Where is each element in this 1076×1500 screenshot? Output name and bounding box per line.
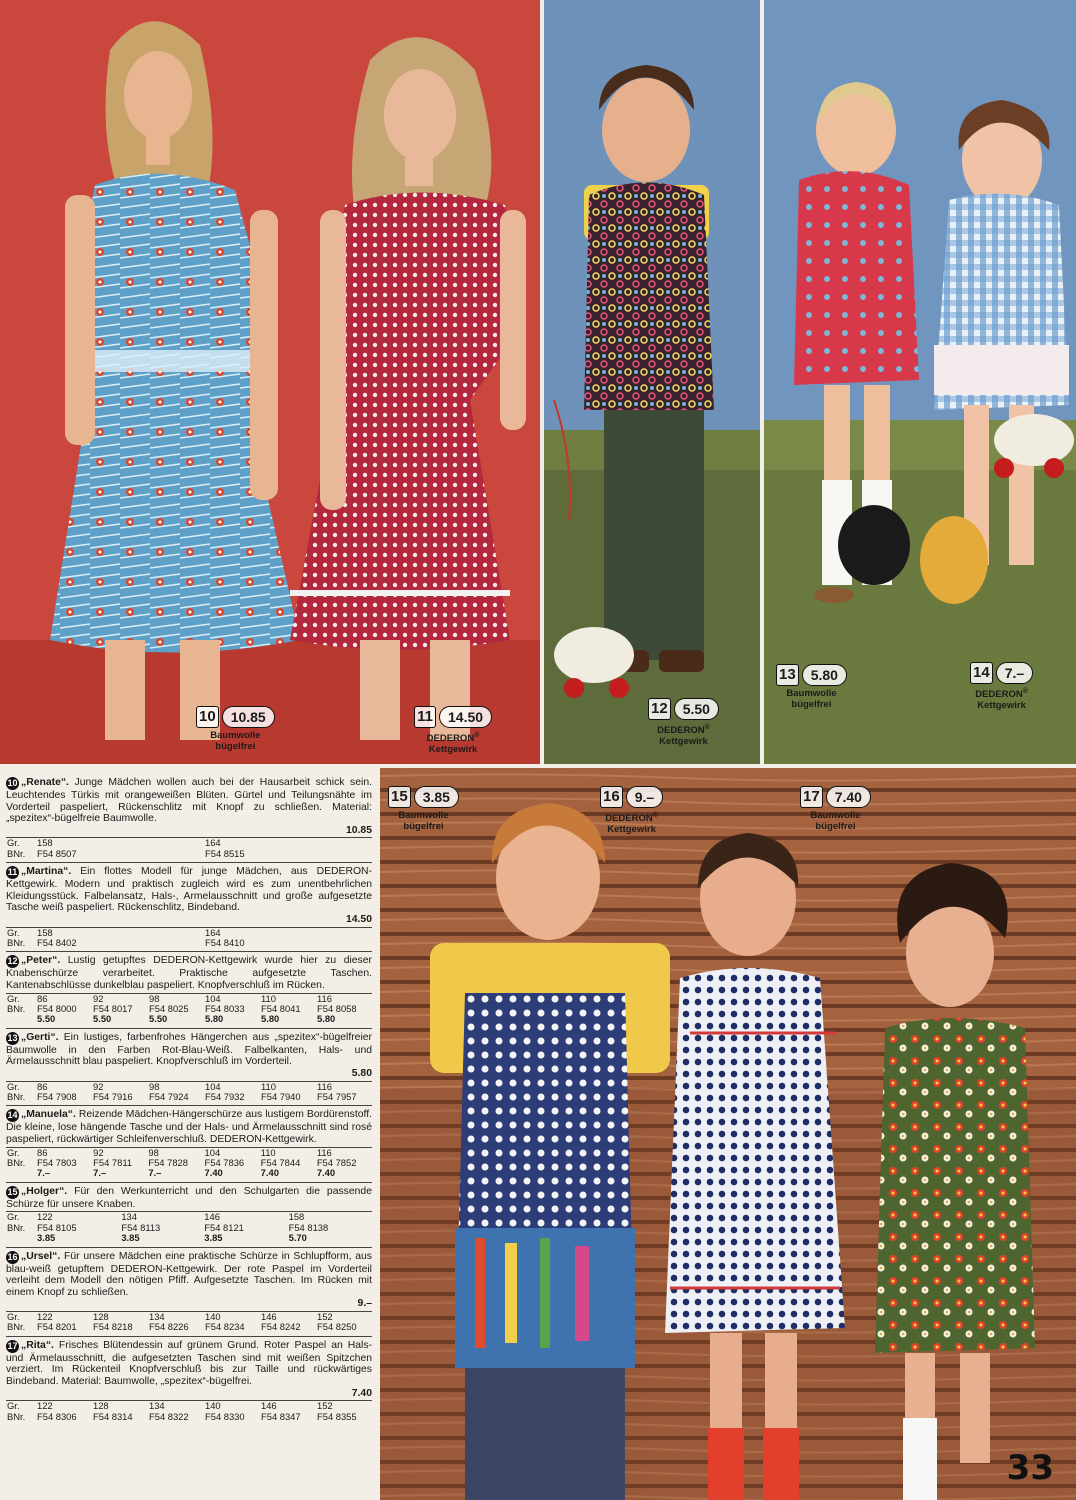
size-table [6, 993, 372, 1025]
order-number-cell: F54 8033 [205, 1002, 245, 1014]
photo-toddlers [764, 0, 1076, 764]
product-name: „Gerti“. [21, 1031, 59, 1043]
badge-note: DEDERON [975, 689, 1023, 701]
size-cell: 86 [36, 1081, 92, 1092]
order-number-cell: F54 7908 [37, 1090, 77, 1102]
size-cell: 128 [92, 1401, 148, 1412]
sizes-label: Gr. [6, 1212, 36, 1223]
size-cell: 92 [92, 993, 148, 1004]
badge-item-15 [388, 786, 459, 832]
size-price-cell: 5.80 [205, 1013, 224, 1025]
size-cell: 104 [204, 1147, 260, 1158]
product-description [6, 1109, 372, 1145]
size-table [6, 837, 372, 859]
order-number-cell: F54 7940 [261, 1090, 301, 1102]
badge-item-12 [648, 698, 719, 747]
size-cell: 116 [316, 1081, 372, 1092]
badge-number: 11 [414, 706, 436, 728]
order-number-cell: F54 8017 [93, 1002, 133, 1014]
size-cell: 158 [36, 927, 204, 938]
badge-note: Kettgewirk [659, 736, 708, 748]
order-number-cell: F54 8250 [317, 1321, 357, 1333]
item-number-badge: 13 [7, 1032, 18, 1043]
size-cell: 122 [36, 1401, 92, 1412]
size-price-cell: 5.50 [93, 1013, 112, 1025]
size-cell: 86 [36, 993, 92, 1004]
order-number-cell: F54 8330 [205, 1410, 245, 1422]
product-entry [6, 1029, 372, 1107]
order-number-cell: F54 8314 [93, 1410, 133, 1422]
order-number-cell: F54 8347 [261, 1410, 301, 1422]
size-cell: 152 [316, 1311, 372, 1322]
badge-note: DEDERON [426, 733, 475, 745]
size-cell: 116 [316, 993, 372, 1004]
order-number-cell: F54 7957 [317, 1090, 357, 1102]
badge-price: 5.80 [802, 664, 847, 686]
size-price-cell: 5.50 [37, 1013, 56, 1025]
size-cell: 92 [92, 1147, 147, 1158]
size-cell: 116 [316, 1147, 372, 1158]
product-name: „Peter“. [21, 955, 61, 967]
size-cell: 164 [204, 838, 372, 849]
product-description [6, 1186, 372, 1211]
bnr-label: BNr. [7, 1002, 26, 1014]
size-cell: 146 [260, 1311, 316, 1322]
size-cell: 146 [203, 1212, 287, 1223]
order-number-cell: F54 8218 [93, 1321, 133, 1333]
size-price-cell: 7.– [93, 1167, 107, 1179]
product-entry [6, 1248, 372, 1337]
order-number-cell: F54 8410 [205, 936, 245, 948]
size-cell: 122 [36, 1311, 92, 1322]
size-table [6, 1081, 372, 1103]
order-number-cell: F54 7844 [260, 1156, 301, 1168]
order-number-cell: F54 7924 [149, 1090, 189, 1102]
product-price: 5.80 [351, 1067, 372, 1079]
size-cell: 158 [288, 1212, 372, 1223]
size-cell: 134 [120, 1212, 203, 1223]
product-name: „Ursel“. [21, 1250, 61, 1262]
product-price: 14.50 [345, 913, 372, 925]
product-name: „Holger“. [21, 1185, 68, 1197]
size-price-cell: 7.– [148, 1167, 162, 1179]
badge-note: bügelfrei [815, 821, 856, 832]
product-name: „Manuela“. [21, 1109, 76, 1121]
size-cell: 140 [204, 1311, 260, 1322]
size-price-cell: 5.50 [149, 1013, 168, 1025]
product-price: 10.85 [345, 824, 372, 836]
order-number-cell: F54 8515 [205, 847, 245, 859]
sizes-label: Gr. [6, 838, 36, 849]
bnr-label: BNr. [7, 1410, 26, 1422]
size-table [6, 1400, 372, 1422]
size-cell: 152 [316, 1401, 372, 1412]
product-name: „Renate“. [21, 777, 69, 788]
order-number-cell: F54 8402 [37, 936, 77, 948]
order-number-cell: F54 8041 [261, 1002, 301, 1014]
badge-note: DEDERON [605, 813, 653, 825]
badge-price: 3.85 [414, 786, 459, 808]
order-number-cell: F54 7803 [37, 1156, 77, 1168]
size-price-cell: 7.40 [204, 1167, 223, 1179]
product-description [6, 1251, 372, 1299]
product-price: 9.– [357, 1298, 372, 1310]
size-price-cell: 3.85 [204, 1232, 223, 1244]
order-number-cell: F54 8242 [261, 1321, 301, 1333]
order-number-cell: F54 8121 [204, 1221, 244, 1233]
badge-number: 16 [600, 786, 623, 808]
product-text: Für den Werkunterricht und den Schulgarten die passende Schürze für unsere Knaben. [6, 1185, 372, 1210]
item-number-badge: 17 [7, 1340, 18, 1351]
order-number-cell: F54 7811 [93, 1156, 133, 1168]
registered-mark: ® [652, 812, 658, 819]
order-number-cell: F54 8000 [37, 1002, 77, 1014]
order-number-cell: F54 7916 [93, 1090, 133, 1102]
badge-item-14 [970, 662, 1033, 711]
order-number-cell: F54 7828 [148, 1156, 188, 1168]
size-table [6, 927, 372, 949]
size-cell: 164 [204, 927, 372, 938]
badge-number: 13 [776, 664, 799, 686]
size-cell: 104 [204, 1081, 260, 1092]
size-price-cell: 7.– [37, 1167, 51, 1179]
sizes-label: Gr. [6, 1081, 36, 1092]
order-number-cell: F54 8138 [288, 1221, 329, 1233]
order-number-cell: F54 7836 [204, 1156, 245, 1168]
badge-number: 12 [648, 698, 671, 720]
order-number-cell: F54 8105 [37, 1221, 77, 1233]
product-entry [6, 1337, 372, 1425]
order-number-cell: F54 8201 [37, 1321, 77, 1333]
badge-price: 7.– [996, 662, 1033, 684]
size-table [6, 1311, 372, 1333]
size-cell: 146 [260, 1401, 316, 1412]
size-cell: 92 [92, 1081, 148, 1092]
item-number-badge: 16 [7, 1251, 18, 1262]
product-name: „Rita“. [21, 1339, 54, 1351]
bnr-label: BNr. [7, 1221, 26, 1233]
badge-price: 9.– [626, 786, 663, 808]
badge-price: 14.50 [439, 706, 492, 728]
badge-number: 10 [196, 706, 219, 728]
photo-boy-apron [544, 0, 760, 764]
order-number-cell: F54 8226 [149, 1321, 189, 1333]
product-text: Reizende Mädchen-Hängerschürze aus lustigem Bordürenstoff. Die kleine, lose hängende Tasche und der Hals- und Ärmelausschnitt sind rosé paspeliert, rückwärtiger Schleifenverschluß. DEDERON-Kettgewirk. [6, 1109, 372, 1145]
bnr-label: BNr. [7, 936, 26, 948]
order-number-cell: F54 8058 [317, 1002, 357, 1014]
size-price-cell: 7.40 [316, 1167, 336, 1179]
badge-note: bügelfrei [403, 821, 444, 832]
badge-note: Kettgewirk [607, 824, 656, 836]
product-price: 7.40 [351, 1387, 372, 1399]
size-price-cell: 3.85 [37, 1232, 56, 1244]
product-text: Frisches Blütendessin auf grünem Grund. Roter Paspel an Hals- und Ärmelausschnitt, die aufgesetzten Taschen sind mit weißen Spitzchen verziert. Im Rückenteil Knopfverschluß bis zur Taille und rückwärtiges Bindeband. Material: Baumwolle, „spezitex“-bügelfrei. [6, 1339, 373, 1387]
bnr-label: BNr. [7, 1156, 26, 1168]
order-number-cell: F54 8306 [37, 1410, 77, 1422]
product-entry [6, 1106, 372, 1182]
order-number-cell: F54 8507 [37, 847, 77, 859]
size-cell: 140 [204, 1401, 260, 1412]
size-cell: 104 [204, 993, 260, 1004]
product-text: Lustig getupftes DEDERON-Kettgewirk wurde hier zu dieser Knabenschürze verarbeitet. Praktische aufgesetzte Taschen. Kantenabschlüsse dunkelblau paspeliert. Knopfverschluß im Rücken. [6, 955, 372, 991]
size-cell: 98 [147, 1147, 203, 1158]
size-price-cell: 5.80 [317, 1013, 336, 1025]
badge-note: Baumwolle [786, 688, 837, 699]
badge-note: Kettgewirk [977, 700, 1026, 712]
item-number-badge: 11 [7, 867, 18, 878]
size-price-cell: 5.70 [288, 1232, 307, 1244]
badge-number: 14 [970, 662, 993, 684]
order-number-cell: F54 8355 [317, 1410, 357, 1422]
item-number-badge: 14 [7, 1110, 18, 1121]
badge-note: bügelfrei [791, 699, 832, 710]
registered-mark: ® [474, 732, 480, 739]
size-price-cell: 7.40 [260, 1167, 279, 1179]
bnr-label: BNr. [7, 847, 26, 859]
order-number-cell: F54 8322 [149, 1410, 189, 1422]
sizes-label: Gr. [6, 1147, 36, 1158]
product-descriptions [6, 774, 372, 1494]
size-price-cell: 5.80 [261, 1013, 280, 1025]
page-number: 33 [1006, 1448, 1054, 1488]
product-text: Ein lustiges, farbenfrohes Hängerchen aus „spezitex“-bügelfreier Baumwolle in den Farben Rot-Blau-Weiß. Falbelkanten, Hals- und Ärmelausschnitt blau paspeliert. Knopfverschluß im Vorderteil. [6, 1031, 372, 1068]
badge-number: 15 [388, 786, 411, 808]
badge-price: 5.50 [674, 698, 719, 720]
badge-note: Baumwolle [398, 810, 449, 821]
size-cell: 158 [36, 838, 204, 849]
size-cell: 86 [36, 1147, 92, 1158]
item-number-badge: 12 [7, 956, 18, 967]
badge-item-10 [196, 706, 275, 752]
product-entry [6, 952, 372, 1028]
product-description [6, 1340, 372, 1388]
badge-note: bügelfrei [215, 741, 256, 752]
registered-mark: ® [1022, 688, 1028, 695]
sizes-label: Gr. [6, 1401, 36, 1412]
product-entry [6, 774, 372, 863]
photo-girls-dresses [0, 0, 540, 764]
sizes-label: Gr. [6, 993, 36, 1004]
size-table [6, 1211, 372, 1243]
size-cell: 110 [260, 1081, 316, 1092]
sizes-label: Gr. [6, 1311, 36, 1322]
item-number-badge: 15 [7, 1186, 18, 1197]
product-name: „Martina“. [21, 866, 72, 878]
product-description [6, 955, 372, 991]
bnr-label: BNr. [7, 1321, 26, 1333]
bnr-label: BNr. [7, 1090, 26, 1102]
badge-note: DEDERON [657, 725, 705, 737]
size-cell: 128 [92, 1311, 148, 1322]
product-description [6, 1032, 372, 1068]
product-description [6, 777, 372, 825]
badge-note: Kettgewirk [428, 744, 478, 756]
size-cell: 134 [148, 1311, 204, 1322]
order-number-cell: F54 8025 [149, 1002, 189, 1014]
product-text: Junge Mädchen wollen auch bei der Hausarbeit schick sein. Leuchtendes Türkis mit orangeweißen Blüten. Gürtel und Teilungsnähte im Vorderteil paspeliert, Rückenschlitz mit Knopf zu schließen. Material: „spezitex“-bügelfreie Baumwolle. [6, 777, 372, 825]
registered-mark: ® [704, 724, 710, 731]
product-description [6, 866, 372, 914]
size-cell: 110 [260, 1147, 316, 1158]
order-number-cell: F54 8234 [205, 1321, 245, 1333]
size-cell: 122 [36, 1212, 120, 1223]
badge-note: Baumwolle [810, 810, 861, 821]
product-text: Für unsere Mädchen eine praktische Schürze in Schlupfform, aus blau-weiß getupftem DEDERON-Kettgewirk. Der rote Paspel im Vorderteil verleiht dem Modell den nötigen Pfiff. Aufgesetzte Taschen. Im Rücken mit einem Knopf zu schließen. [6, 1250, 373, 1298]
badge-item-16 [600, 786, 663, 835]
badge-price: 7.40 [826, 786, 871, 808]
product-entry [6, 863, 372, 952]
order-number-cell: F54 8113 [121, 1221, 161, 1233]
order-number-cell: F54 7932 [205, 1090, 245, 1102]
size-cell: 98 [148, 993, 204, 1004]
sizes-label: Gr. [6, 927, 36, 938]
product-entry [6, 1183, 372, 1248]
product-text: Ein flottes Modell für junge Mädchen, aus DEDERON-Kettgewirk. Modern und praktisch zugleich wird es zum unentbehrlichen Kleidungsstück. Falbelansatz, Hals-, Armelausschnitt und große aufgesetzte Tasche weiß paspeliert. Rückenschlitz, Bindeband. [6, 866, 372, 914]
badge-item-11 [414, 706, 492, 755]
size-price-cell: 3.85 [121, 1232, 140, 1244]
photo-school-children [380, 768, 1076, 1500]
size-cell: 110 [260, 993, 316, 1004]
order-number-cell: F54 7852 [316, 1156, 357, 1168]
badge-item-17 [800, 786, 871, 832]
badge-number: 17 [800, 786, 823, 808]
size-cell: 134 [148, 1401, 204, 1412]
badge-price: 10.85 [222, 706, 275, 728]
item-number-badge: 10 [7, 778, 18, 788]
size-table [6, 1147, 372, 1179]
size-cell: 98 [148, 1081, 204, 1092]
badge-note: Baumwolle [210, 730, 261, 741]
badge-item-13 [776, 664, 847, 710]
